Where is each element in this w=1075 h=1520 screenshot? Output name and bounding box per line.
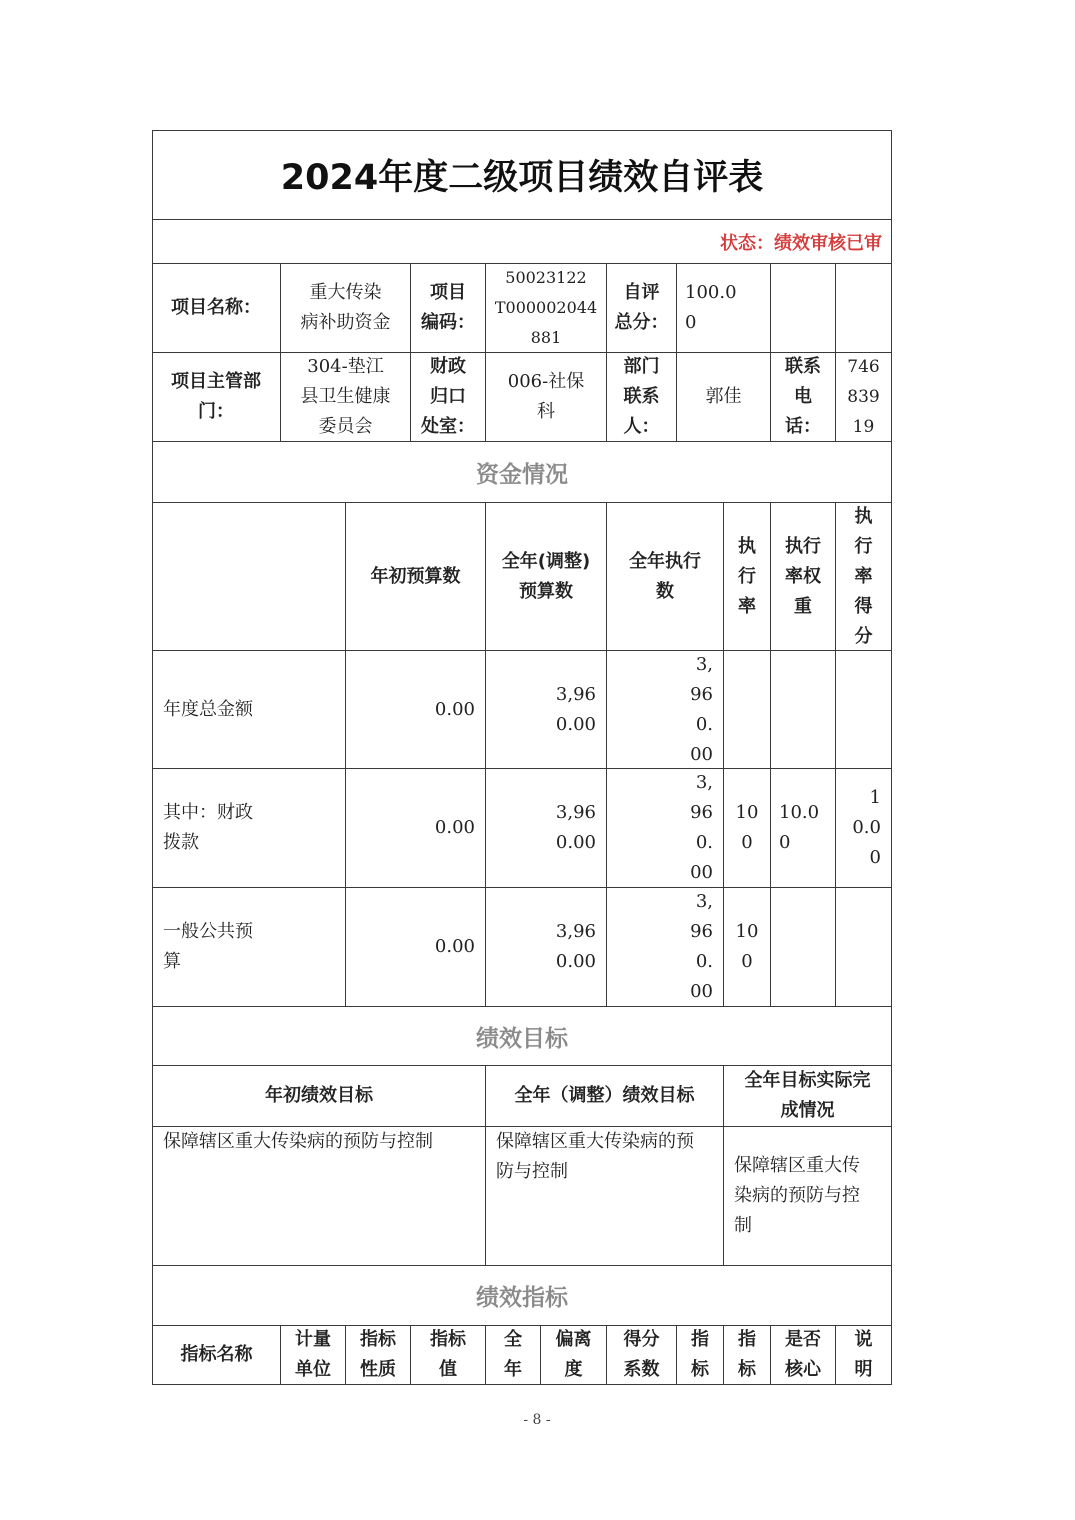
grid-line	[891, 130, 892, 1385]
indicator-header: 偏离 度	[555, 1329, 592, 1380]
contact-person-label: 部门 联系 人：	[623, 355, 660, 437]
finance-office-value: 006-社保 科	[507, 370, 585, 422]
funds-row-executed: 3, 96 0. 00	[690, 653, 713, 765]
status-label: 状态：绩效审核已审	[720, 232, 882, 254]
grid-line	[152, 1384, 892, 1385]
contact-person-value: 郭佳	[705, 385, 742, 407]
indicator-header: 指 标	[691, 1329, 709, 1380]
indicator-header: 得分 系数	[623, 1329, 660, 1380]
funds-row-executed: 3, 96 0. 00	[690, 891, 713, 1002]
funds-row-rate: 10 0	[735, 802, 759, 853]
funds-row-weight	[771, 888, 835, 1006]
goals-initial-text: 保障辖区重大传染病的预防与控制	[163, 1131, 433, 1152]
funds-header-rate: 执 行 率	[738, 535, 756, 617]
project-code-label: 项目 编码：	[421, 281, 475, 333]
funds-row-adjusted: 3,96 0.00	[555, 921, 596, 972]
department-label: 项目主管部 门：	[171, 370, 261, 422]
funds-row-label: 一般公共预 算	[163, 921, 253, 972]
self-score-label: 自评 总分：	[614, 281, 669, 333]
funds-row-label: 年度总金额	[163, 698, 253, 720]
funds-row-score	[836, 888, 891, 1006]
funds-row-label: 其中：财政 拨款	[163, 802, 253, 853]
indicator-header: 说 明	[854, 1329, 873, 1380]
funds-row-score	[836, 651, 891, 768]
form-title: 2024年度二级项目绩效自评表	[280, 158, 764, 198]
indicator-header: 全 年	[504, 1329, 522, 1380]
indicator-header: 是否 核心	[785, 1329, 821, 1380]
contact-phone-value: 746 839 19	[847, 356, 880, 437]
self-score-value: 100.0 0	[685, 281, 737, 333]
goals-actual-text: 保障辖区重大传 染病的预防与控 制	[734, 1155, 860, 1236]
department-value: 304-垫江 县卫生健康 委员会	[300, 355, 391, 437]
project-name-label: 项目名称：	[171, 296, 261, 318]
goals-adjusted-text: 保障辖区重大传染病的预 防与控制	[496, 1131, 694, 1182]
indicator-header: 指标名称	[180, 1344, 253, 1365]
funds-row-initial: 0.00	[434, 936, 475, 957]
funds-row-score: 1 0.0 0	[852, 787, 881, 868]
funds-header-initial: 年初预算数	[370, 565, 461, 587]
funds-row-initial: 0.00	[434, 698, 475, 720]
goals-header-actual: 全年目标实际完 成情况	[744, 1070, 871, 1121]
funds-header-adjusted: 全年(调整) 预算数	[501, 550, 591, 602]
funds-row-adjusted: 3,96 0.00	[555, 802, 596, 853]
funds-header-weight: 执行 率权 重	[785, 535, 821, 617]
funds-row-rate	[724, 651, 770, 768]
funds-row-weight: 10.0 0	[779, 802, 820, 853]
project-code-value: 50023122 T000002044 881	[494, 267, 598, 347]
funds-row-weight	[771, 651, 835, 768]
indicator-header: 计量 单位	[295, 1329, 331, 1380]
finance-office-label: 财政 归口 处室：	[421, 355, 475, 437]
funds-section-title: 资金情况	[476, 461, 568, 488]
funds-row-rate: 10 0	[735, 921, 759, 972]
goals-header-initial: 年初绩效目标	[265, 1085, 373, 1106]
indicator-header: 指 标	[738, 1329, 756, 1380]
goals-header-adjusted: 全年（调整）绩效目标	[514, 1085, 695, 1106]
page-number: - 8 -	[523, 1412, 551, 1428]
project-name-value: 重大传染 病补助资金	[300, 281, 391, 333]
funds-row-initial: 0.00	[434, 817, 475, 838]
indicator-header: 指标 性质	[360, 1329, 396, 1380]
funds-row-adjusted: 3,96 0.00	[555, 683, 596, 735]
indicator-header: 指标 值	[430, 1329, 466, 1380]
funds-header-executed: 全年执行 数	[629, 550, 701, 602]
indicators-section-title: 绩效指标	[476, 1285, 568, 1311]
funds-header-score: 执 行 率 得 分	[854, 505, 873, 647]
goals-section-title: 绩效目标	[476, 1025, 568, 1052]
funds-row-executed: 3, 96 0. 00	[690, 772, 713, 883]
contact-phone-label: 联系 电 话：	[785, 355, 821, 437]
